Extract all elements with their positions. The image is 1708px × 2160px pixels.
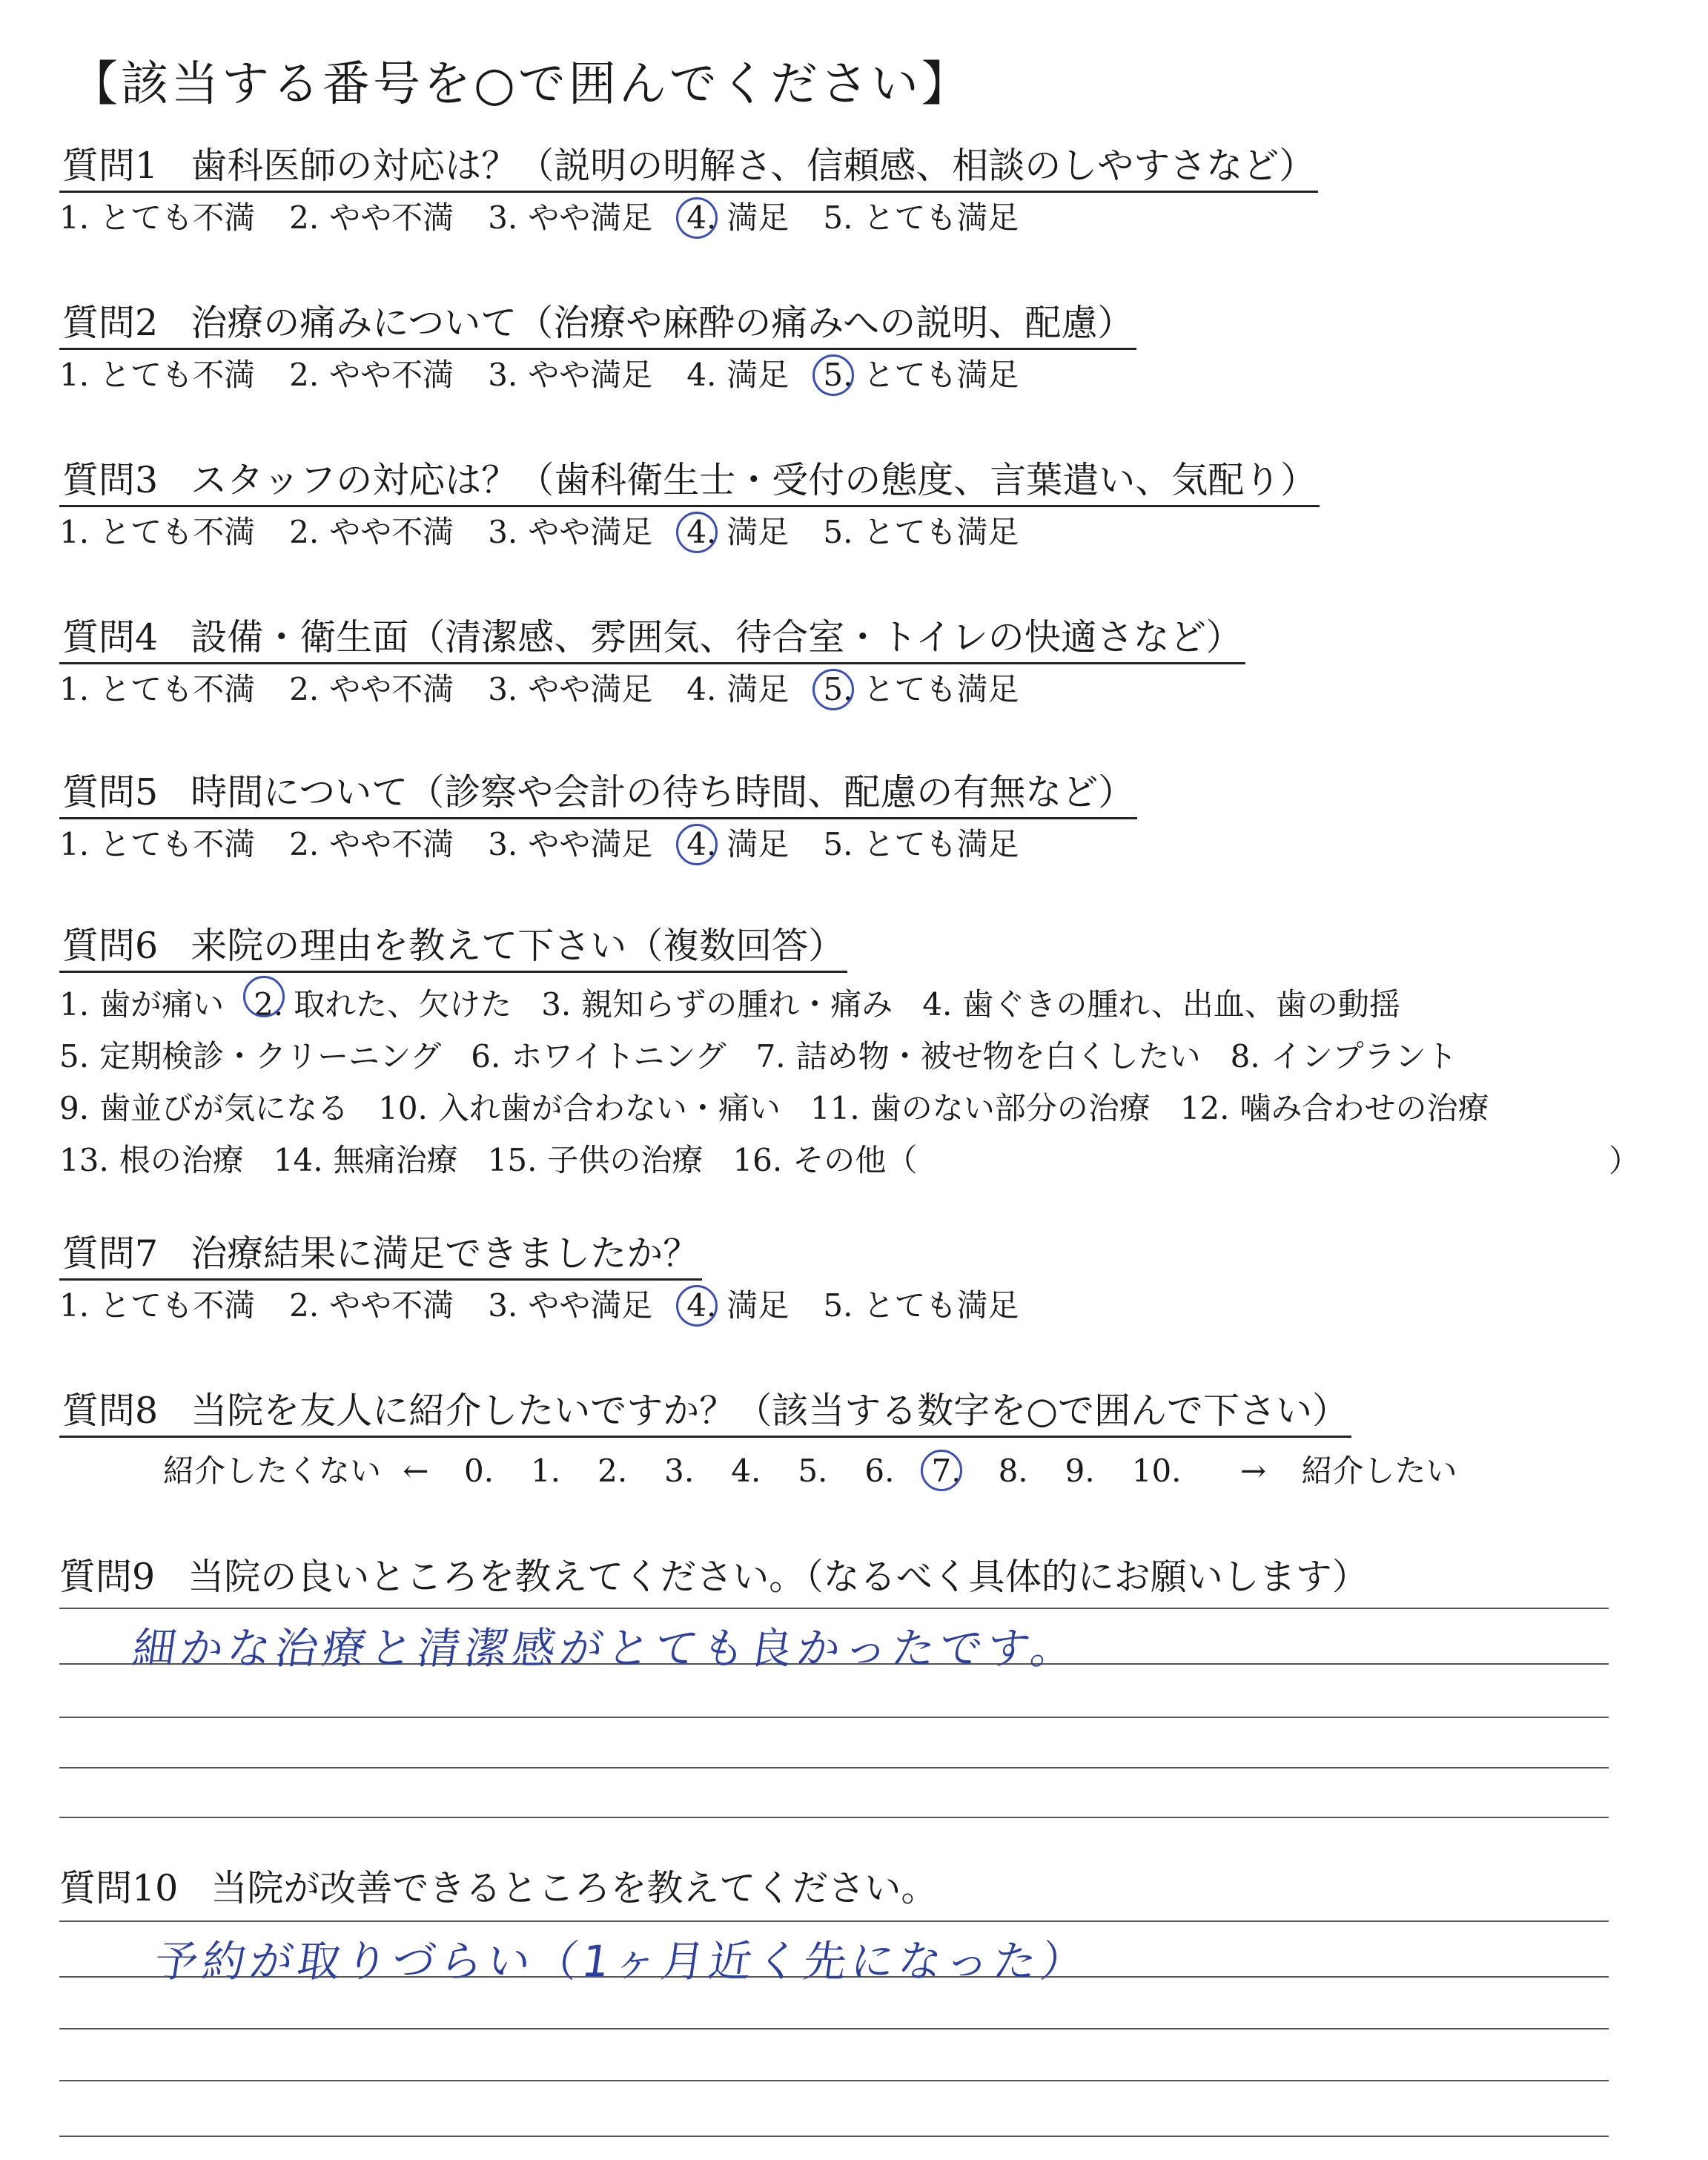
page-title: 【該当する番号を○で囲んでください】 <box>70 57 972 112</box>
answer-option-3[interactable] <box>488 672 652 707</box>
question-label: 質問10 <box>59 1867 179 1909</box>
answer-option-3[interactable] <box>488 827 652 862</box>
option-label: やや不満 <box>329 199 454 237</box>
answer-option-4[interactable] <box>686 357 789 393</box>
recommend-scale <box>59 1447 1457 1491</box>
scale-number-10[interactable] <box>1132 1453 1182 1489</box>
option-label: 根の治療 <box>119 1142 244 1179</box>
option-label: とても満足 <box>863 826 1019 863</box>
option-label: やや満足 <box>528 826 653 863</box>
option-number: 5. <box>823 826 853 863</box>
scale-number-label: 7. <box>931 1453 961 1490</box>
question-title <box>59 304 1136 350</box>
option-label: やや不満 <box>329 1287 454 1324</box>
answer-option-5[interactable] <box>823 672 1019 707</box>
option-label: 満足 <box>726 671 790 708</box>
answer-option-5[interactable] <box>823 200 1019 236</box>
question-8 <box>59 1392 1457 1491</box>
option-label: 歯のない部分の治療 <box>870 1090 1151 1127</box>
answer-option-2[interactable] <box>289 357 454 393</box>
answer-option-2[interactable] <box>289 1288 454 1324</box>
reason-option-8[interactable] <box>1231 1031 1457 1083</box>
option-label: とても満足 <box>863 199 1019 237</box>
reason-option-7[interactable] <box>756 1031 1201 1083</box>
option-number: 6. <box>471 1038 501 1075</box>
option-label: やや満足 <box>528 1287 653 1324</box>
answer-line <box>59 1767 1609 1768</box>
answer-option-2[interactable] <box>289 672 454 707</box>
option-label: とても不満 <box>99 357 256 394</box>
question-text: 歯科医師の対応は？（説明の明解さ、信頼感、相談のしやすさなど） <box>191 145 1316 187</box>
option-number: 5. <box>59 1038 90 1075</box>
question-text: スタッフの対応は？（歯科衛生士・受付の態度、言葉遣い、気配り） <box>191 459 1317 501</box>
option-number: 5. <box>823 199 853 237</box>
option-number: 5. <box>823 357 853 394</box>
option-number: 10. <box>378 1090 428 1127</box>
option-label: 満足 <box>726 1287 790 1324</box>
option-number: 2. <box>289 826 320 863</box>
scale-number-5[interactable] <box>798 1453 827 1489</box>
answer-line <box>59 1920 1609 1922</box>
question-label: 質問1 <box>62 145 159 187</box>
option-label: とても不満 <box>99 826 256 863</box>
question-label: 質問7 <box>62 1232 159 1275</box>
option-number: 14. <box>273 1142 323 1179</box>
option-label: 取れた、欠けた <box>294 986 512 1023</box>
option-number: 5. <box>823 514 853 551</box>
option-label: やや満足 <box>528 357 653 394</box>
answer-option-3[interactable] <box>488 357 652 393</box>
answer-line <box>59 2080 1609 2081</box>
question-9 <box>59 1548 1368 1600</box>
option-number: 3. <box>488 826 518 863</box>
option-number: 4. <box>686 357 717 394</box>
option-label: 入れ歯が合わない・痛い <box>437 1090 781 1127</box>
option-label: 満足 <box>726 514 790 551</box>
option-number: 12. <box>1179 1090 1230 1127</box>
answer-option-2[interactable] <box>289 827 454 862</box>
question-label: 質問5 <box>62 771 159 813</box>
answer-option-5[interactable] <box>823 827 1019 862</box>
question-4 <box>59 618 1245 708</box>
option-number: 7. <box>755 1038 786 1075</box>
option-row <box>59 979 1519 1031</box>
option-label: やや満足 <box>528 671 653 708</box>
answer-line <box>59 1717 1609 1718</box>
option-label: とても不満 <box>99 199 256 237</box>
option-label: 満足 <box>726 199 790 237</box>
option-label: とても満足 <box>863 514 1019 551</box>
scale-number-label: 10. <box>1131 1453 1182 1490</box>
option-label: とても不満 <box>99 514 256 551</box>
option-number: 8. <box>1230 1038 1260 1075</box>
scale-number-label: 8. <box>998 1453 1028 1490</box>
scale-number-1[interactable] <box>531 1453 560 1489</box>
scale-left-label: 紹介したくない <box>163 1453 382 1490</box>
option-number: 1. <box>59 199 90 237</box>
option-number: 15. <box>487 1142 537 1179</box>
option-label: 親知らずの腫れ・痛み <box>581 986 893 1023</box>
scale-number-2[interactable] <box>598 1453 627 1489</box>
option-label: 詰め物・被せ物を白くしたい <box>795 1038 1201 1075</box>
question-7 <box>59 1232 1053 1324</box>
other-close-paren: ） <box>1609 1143 1641 1179</box>
answer-option-4[interactable] <box>686 827 789 862</box>
question-6-options <box>59 979 1519 1186</box>
option-label: やや不満 <box>329 514 454 551</box>
option-number: 1. <box>59 1287 90 1324</box>
option-label: とても不満 <box>99 671 256 708</box>
option-number: 2. <box>289 1287 320 1324</box>
answer-line <box>59 2136 1609 2137</box>
option-row <box>59 1031 1519 1083</box>
scale-number-label: 1. <box>531 1453 561 1490</box>
option-number: 1. <box>59 514 90 551</box>
option-number: 1. <box>59 671 90 708</box>
question-label: 質問3 <box>62 459 159 501</box>
option-number: 3. <box>488 514 518 551</box>
reason-option-10[interactable] <box>378 1083 781 1135</box>
option-number: 16. <box>732 1142 783 1179</box>
option-number: 3. <box>488 671 518 708</box>
reason-option-5[interactable] <box>59 1031 441 1083</box>
reason-option-13[interactable] <box>59 1135 244 1186</box>
option-number: 3. <box>488 1287 518 1324</box>
option-label: やや不満 <box>329 671 454 708</box>
scale-right-label: 紹介したい <box>1301 1453 1457 1490</box>
answer-option-4[interactable] <box>686 1288 789 1324</box>
option-label: 歯並びが気になる <box>99 1090 349 1127</box>
option-number: 9. <box>59 1090 90 1127</box>
option-label: やや不満 <box>329 357 454 394</box>
scale-number-8[interactable] <box>999 1453 1028 1489</box>
option-label: その他（ <box>792 1142 918 1179</box>
answer-options <box>59 827 1137 862</box>
option-label: インプラント <box>1270 1038 1457 1075</box>
scale-numbers <box>464 1453 1219 1489</box>
option-number: 4. <box>686 826 717 863</box>
reason-option-4[interactable] <box>922 979 1400 1031</box>
reason-option-12[interactable] <box>1180 1083 1489 1135</box>
option-label: やや不満 <box>329 826 454 863</box>
answer-options <box>59 515 1320 550</box>
answer-option-3[interactable] <box>488 515 652 550</box>
option-label: 無痛治療 <box>333 1142 458 1179</box>
option-number: 1. <box>59 826 90 863</box>
question-8-title <box>59 1392 1351 1438</box>
reason-option-6[interactable] <box>471 1031 726 1083</box>
option-number: 3. <box>488 199 518 237</box>
scale-number-label: 5. <box>798 1453 828 1490</box>
question-label: 質問4 <box>62 616 159 658</box>
option-number: 4. <box>686 514 717 551</box>
answer-option-5[interactable] <box>823 1288 1019 1324</box>
question-label: 質問9 <box>59 1556 156 1598</box>
option-label: ホワイトニング <box>511 1038 726 1075</box>
option-number: 5. <box>823 1287 853 1324</box>
option-number: 4. <box>686 1287 717 1324</box>
option-number: 2. <box>289 199 320 237</box>
question-text: 当院を友人に紹介したいですか？（該当する数字を○で囲んで下さい） <box>191 1390 1348 1432</box>
answer-option-1[interactable] <box>59 1288 255 1324</box>
question-title <box>59 461 1320 507</box>
option-number: 4. <box>686 199 717 237</box>
scale-number-4[interactable] <box>731 1453 761 1489</box>
answer-line <box>59 1817 1609 1818</box>
question-5 <box>59 773 1137 863</box>
option-number: 4. <box>922 986 953 1023</box>
question-3 <box>59 461 1320 551</box>
question-2 <box>59 304 1136 394</box>
option-number: 2. <box>289 514 320 551</box>
reason-option-14[interactable] <box>274 1135 458 1186</box>
option-number: 2. <box>289 357 320 394</box>
answer-option-1[interactable] <box>59 827 255 862</box>
option-number: 1. <box>59 357 90 394</box>
question-text: 治療の痛みについて（治療や麻酔の痛みへの説明、配慮） <box>191 302 1134 344</box>
option-number: 2. <box>254 979 283 1031</box>
option-number: 11. <box>810 1090 860 1127</box>
scale-number-3[interactable] <box>664 1453 694 1489</box>
reason-option-11[interactable] <box>810 1083 1151 1135</box>
scale-number-7[interactable] <box>931 1453 961 1489</box>
answer-option-1[interactable] <box>59 672 255 707</box>
scale-number-label: 0. <box>463 1453 494 1490</box>
answer-option-1[interactable] <box>59 357 255 393</box>
option-number: 4. <box>686 671 717 708</box>
question-title <box>59 618 1245 664</box>
reason-option-1[interactable] <box>59 979 224 1031</box>
question-label: 質問6 <box>62 925 159 967</box>
question-1 <box>59 147 1318 237</box>
answer-option-1[interactable] <box>59 515 255 550</box>
option-label: やや満足 <box>528 514 653 551</box>
reason-option-15[interactable] <box>488 1135 704 1186</box>
option-number: 5. <box>823 671 853 708</box>
answer-option-3[interactable] <box>488 1288 652 1324</box>
scale-number-label: 9. <box>1065 1453 1095 1490</box>
option-number: 1. <box>59 986 90 1023</box>
scale-number-6[interactable] <box>864 1453 894 1489</box>
scale-number-9[interactable] <box>1065 1453 1095 1489</box>
option-label: 歯ぐきの腫れ、出血、歯の動揺 <box>962 986 1400 1023</box>
question-6-title <box>59 927 847 973</box>
answer-option-2[interactable] <box>289 200 454 236</box>
reason-option-16[interactable] <box>732 1135 917 1186</box>
right-arrow-icon: → <box>1239 1453 1267 1490</box>
answer-option-3[interactable] <box>488 200 652 236</box>
scale-number-label: 3. <box>664 1453 695 1490</box>
question-text: 来院の理由を教えて下さい（複数回答） <box>191 925 845 967</box>
answer-option-5[interactable] <box>823 515 1019 550</box>
option-label: 噛み合わせの治療 <box>1239 1090 1489 1127</box>
answer-option-2[interactable] <box>289 515 454 550</box>
question-title <box>59 773 1137 819</box>
option-label: とても不満 <box>99 1287 256 1324</box>
option-label: やや満足 <box>528 199 653 237</box>
scale-number-label: 2. <box>598 1453 628 1490</box>
answer-options <box>59 200 1318 236</box>
scale-number-0[interactable] <box>464 1453 494 1489</box>
answer-option-4[interactable] <box>686 515 789 550</box>
question-text: 治療結果に満足できましたか？ <box>191 1232 700 1275</box>
option-label: 歯が痛い <box>99 986 225 1023</box>
question-label: 質問2 <box>62 302 159 344</box>
question-text: 時間について（診察や会計の待ち時間、配慮の有無など） <box>191 771 1135 813</box>
reason-option-3[interactable] <box>541 979 893 1031</box>
reason-option-9[interactable] <box>59 1083 348 1135</box>
answer-options <box>59 357 1136 393</box>
answer-line <box>59 2028 1609 2029</box>
option-row <box>59 1083 1519 1135</box>
question-6 <box>59 927 1519 1186</box>
option-number: 13. <box>59 1142 109 1179</box>
answer-option-4[interactable] <box>686 200 789 236</box>
q10-handwritten-answer[interactable]: 予約が取りづらい（1ヶ月近く先になった） <box>151 1936 1092 1986</box>
question-title <box>59 147 1318 193</box>
question-text: 当院の良いところを教えてください。（なるべく具体的にお願いします） <box>188 1556 1368 1598</box>
question-text: 設備・衛生面（清潔感、雰囲気、待合室・トイレの快適さなど） <box>191 616 1242 658</box>
option-row <box>59 1135 1519 1186</box>
answer-option-4[interactable] <box>686 672 789 707</box>
option-number: 2. <box>289 671 320 708</box>
left-arrow-icon: ← <box>403 1453 429 1490</box>
question-text: 当院が改善できるところを教えてください。 <box>211 1867 938 1909</box>
option-label: 定期検診・クリーニング <box>99 1038 442 1075</box>
answer-option-5[interactable] <box>823 357 1019 393</box>
answer-options <box>59 1288 1053 1324</box>
answer-option-1[interactable] <box>59 200 255 236</box>
scale-number-label: 4. <box>731 1453 761 1490</box>
option-label: 満足 <box>726 826 790 863</box>
option-label: とても満足 <box>863 671 1019 708</box>
option-label: とても満足 <box>863 1287 1019 1324</box>
question-label: 質問8 <box>62 1390 159 1432</box>
question-10 <box>59 1860 937 1912</box>
option-label: 子供の治療 <box>547 1142 704 1179</box>
question-title <box>59 1232 702 1281</box>
scale-number-label: 6. <box>864 1453 895 1490</box>
option-number: 3. <box>488 357 518 394</box>
option-number: 3. <box>541 986 572 1023</box>
answer-options <box>59 672 1245 707</box>
option-label: とても満足 <box>863 357 1019 394</box>
option-label: 満足 <box>726 357 790 394</box>
reason-option-2[interactable] <box>254 979 512 1031</box>
answer-line <box>59 1608 1609 1609</box>
q9-handwritten-answer[interactable]: 細かな治療と清潔感がとても良かったです。 <box>129 1623 1082 1674</box>
